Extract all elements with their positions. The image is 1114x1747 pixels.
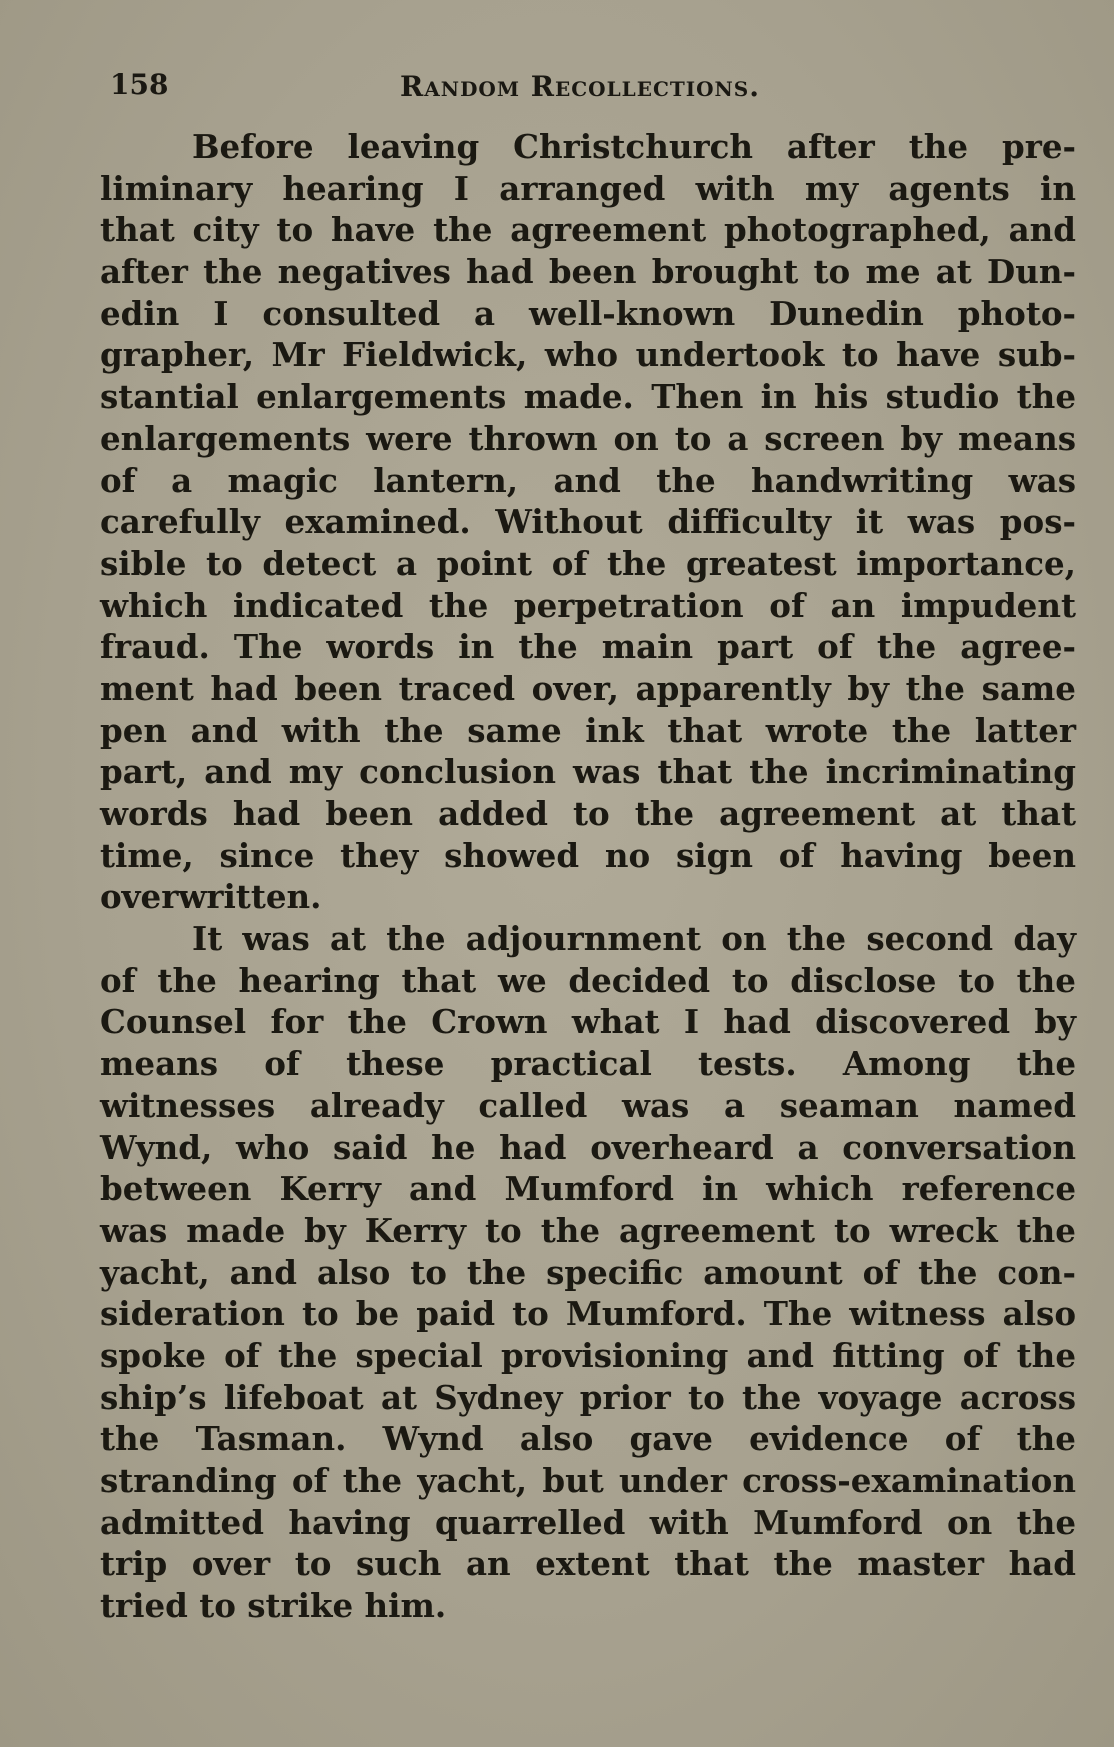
- text-line: trip over to such an extent that the master had: [100, 1544, 1076, 1584]
- text-line: Wynd, who said he had overheard a conversation: [100, 1127, 1076, 1167]
- text-line: edin I consulted a well-known Dunedin photo-: [100, 293, 1076, 333]
- page-header: [0, 68, 1114, 108]
- text-line: enlargements were thrown on to a screen by means: [100, 418, 1076, 458]
- text-line: of a magic lantern, and the handwriting was: [100, 460, 1076, 500]
- text-line: after the negatives had been brought to me at Dun-: [100, 252, 1076, 292]
- text-line: which indicated the perpetration of an impudent: [100, 585, 1076, 625]
- text-line: witnesses already called was a seaman named: [100, 1085, 1076, 1125]
- text-line: grapher, Mr Fieldwick, who undertook to have sub-: [100, 335, 1076, 375]
- body-text: [100, 126, 1076, 1627]
- text-line: Counsel for the Crown what I had discovered by: [100, 1002, 1076, 1042]
- text-line: stranding of the yacht, but under cross-examination: [100, 1461, 1076, 1500]
- text-line: Before leaving Christchurch after the pre-: [192, 127, 1076, 166]
- text-line: means of these practical tests. Among the: [100, 1044, 1076, 1084]
- text-line: spoke of the special provisioning and fitting of the: [100, 1335, 1076, 1375]
- text-line: fraud. The words in the main part of the agree-: [100, 627, 1076, 667]
- text-line: ship’s lifeboat at Sydney prior to the voyage across: [100, 1377, 1076, 1417]
- text-line: It was at the adjournment on the second day: [192, 919, 1076, 959]
- text-line: words had been added to the agreement at that: [100, 794, 1076, 833]
- text-line: sideration to be paid to Mumford. The witness also: [100, 1294, 1076, 1334]
- running-title: Random Recollections.: [400, 70, 760, 103]
- paragraph: [100, 918, 1076, 1627]
- text-line: time, since they showed no sign of having been: [100, 835, 1076, 875]
- text-line: part, and my conclusion was that the incriminating: [100, 752, 1076, 792]
- text-line: ment had been traced over, apparently by the same: [100, 668, 1076, 708]
- page-number: 158: [110, 68, 169, 101]
- text-line: was made by Kerry to the agreement to wreck the: [100, 1210, 1076, 1250]
- text-line: the Tasman. Wynd also gave evidence of the: [100, 1419, 1076, 1459]
- text-line: stantial enlargements made. Then in his studio the: [100, 377, 1076, 417]
- text-line: liminary hearing I arranged with my agents in: [100, 168, 1076, 208]
- text-line: overwritten.: [100, 877, 322, 917]
- text-line: yacht, and also to the specific amount of the con-: [100, 1252, 1076, 1292]
- text-line: carefully examined. Without difficulty it was pos-: [100, 502, 1076, 542]
- text-line: tried to strike him.: [100, 1586, 447, 1626]
- text-line: between Kerry and Mumford in which reference: [100, 1169, 1076, 1209]
- text-line: sible to detect a point of the greatest importance,: [100, 543, 1076, 583]
- text-line: admitted having quarrelled with Mumford on the: [100, 1502, 1076, 1542]
- text-line: pen and with the same ink that wrote the latter: [100, 710, 1076, 750]
- text-line: that city to have the agreement photographed, and: [100, 210, 1076, 250]
- paragraph: [100, 126, 1076, 918]
- text-line: of the hearing that we decided to disclose to the: [100, 960, 1076, 1000]
